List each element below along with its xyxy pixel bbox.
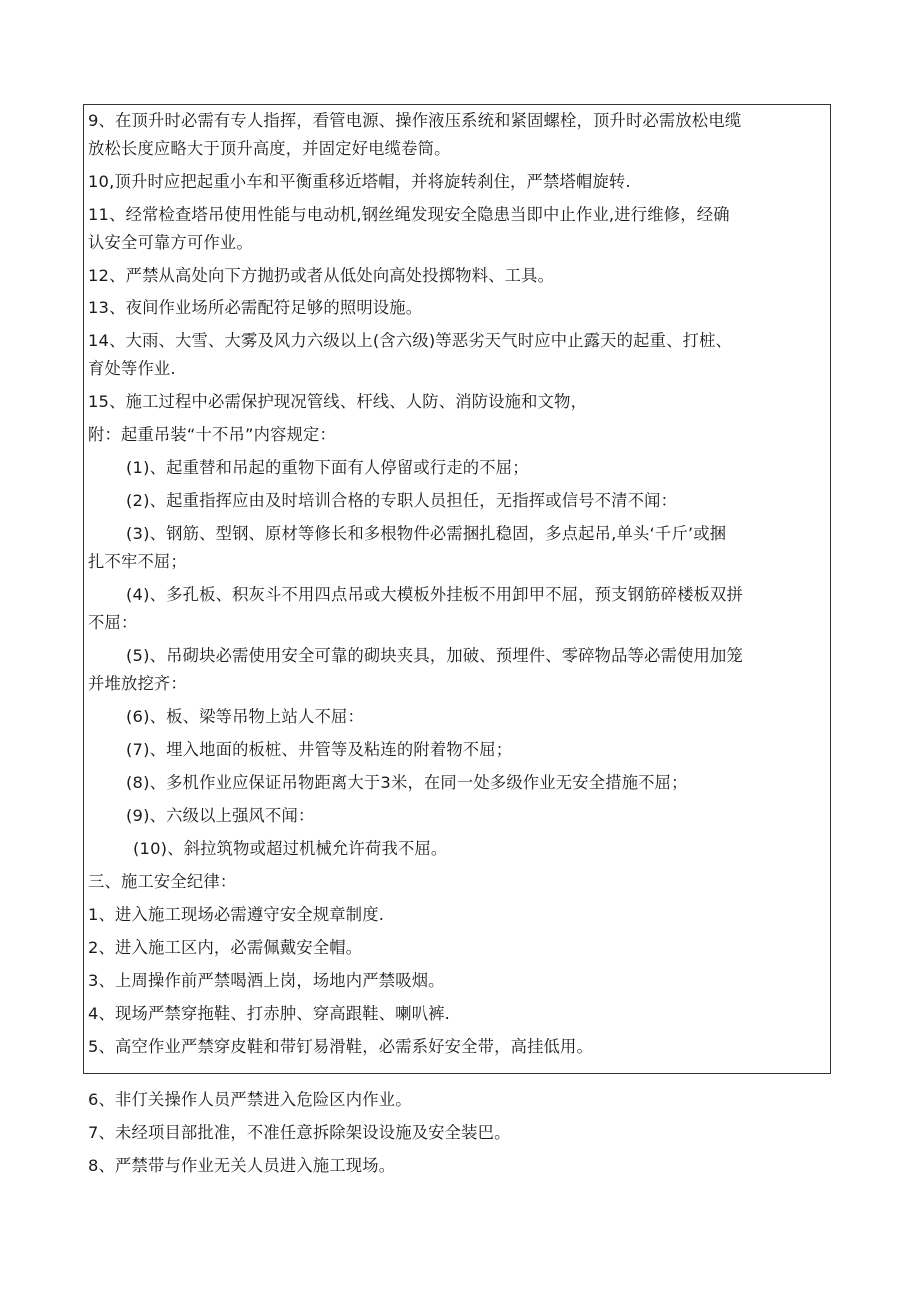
rule-item: (8)、多机作业应保证吊物距离大于3米，在同一处多级作业无安全措施不屈； xyxy=(126,773,688,792)
text-line: 育处等作业. xyxy=(88,359,176,378)
text-line: 12、严禁从高处向下方抛扔或者从低处向高处投掷物料、工具。 xyxy=(88,266,555,285)
text-line: 15、施工过程中必需保护现况管线、杆线、人防、消防设施和文物， xyxy=(88,392,588,411)
rule-item-continued: 不屈： xyxy=(88,613,138,632)
text-line: 2、进入施工区内，必需佩戴安全帽。 xyxy=(88,938,363,957)
text-line: 9、在顶升时必需有专人指挥，看管电源、操作液压系统和紧固螺栓，顶升时必需放松电缆 xyxy=(88,111,742,130)
rule-item: (3)、钢筋、型钢、原材等修长和多根物件必需捆扎稳固，多点起吊,单头‘千斤’或捆 xyxy=(126,524,727,543)
rule-item: (9)、六级以上强风不闻： xyxy=(126,806,315,825)
text-line: 5、高空作业严禁穿皮鞋和带钉易滑鞋，必需系好安全带，高挂低用。 xyxy=(88,1037,593,1056)
text-line: 6、非仃关操作人员严禁进入危险区内作业。 xyxy=(88,1090,412,1109)
text-line: 4、现场严禁穿拖鞋、打赤肿、穿高跟鞋、喇叭裤. xyxy=(88,1004,451,1023)
text-line: 放松长度应略大于顶升高度，并固定好电缆卷筒。 xyxy=(88,139,451,158)
rule-item: (5)、吊砌块必需使用安全可靠的砌块夹具，加破、预埋件、零碎物品等必需使用加笼 xyxy=(126,646,743,665)
text-line: 认安全可靠方可作业。 xyxy=(88,233,253,252)
rule-item: (4)、多孔板、积灰斗不用四点吊或大模板外挂板不用卸甲不屈，预支钢筋碎楼板双拼 xyxy=(126,585,743,604)
text-line: 3、上周操作前严禁喝酒上岗，场地内严禁吸烟。 xyxy=(88,971,445,990)
text-line: 1、进入施工现场必需遵守安全规章制度. xyxy=(88,905,385,924)
rule-item: (6)、板、梁等吊物上站人不屈： xyxy=(126,707,364,726)
section-heading: 三、施工安全纪律： xyxy=(88,872,237,891)
rule-item-continued: 并堆放挖齐： xyxy=(88,674,187,693)
text-line: 10,顶升时应把起重小车和平衡重移近塔帽，并将旋转刹住，严禁塔帽旋转. xyxy=(88,172,631,191)
text-line: 7、未经项目部批准，不准任意拆除架设设施及安全装巴。 xyxy=(88,1123,511,1142)
rule-item: (1)、起重替和吊起的重物下面有人停留或行走的不屈； xyxy=(126,458,529,477)
rule-item: (10)、斜拉筑物或超过机械允许荷我不屈。 xyxy=(133,839,448,858)
rule-item: (2)、起重指挥应由及时培训合格的专职人员担任，无指挥或信号不清不闻： xyxy=(126,491,678,510)
text-line: 14、大雨、大雪、大雾及风力六级以上(含六级)等恶劣天气时应中止露天的起重、打桩、 xyxy=(88,331,733,350)
text-line: 8、严禁带与作业无关人员进入施工现场。 xyxy=(88,1156,396,1175)
text-line: 11、经常检查塔吊使用性能与电动机,钢丝绳发现安全隐患当即中止作业,进行维修，经确 xyxy=(88,205,730,224)
rule-item-continued: 扎不牢不屈； xyxy=(88,552,187,571)
appendix-heading: 附：起重吊装“十不吊”内容规定： xyxy=(88,425,337,444)
text-line: 13、夜间作业场所必需配符足够的照明设施。 xyxy=(88,298,423,317)
rule-item: (7)、埋入地面的板桩、井管等及粘连的附着物不屈； xyxy=(126,740,513,759)
